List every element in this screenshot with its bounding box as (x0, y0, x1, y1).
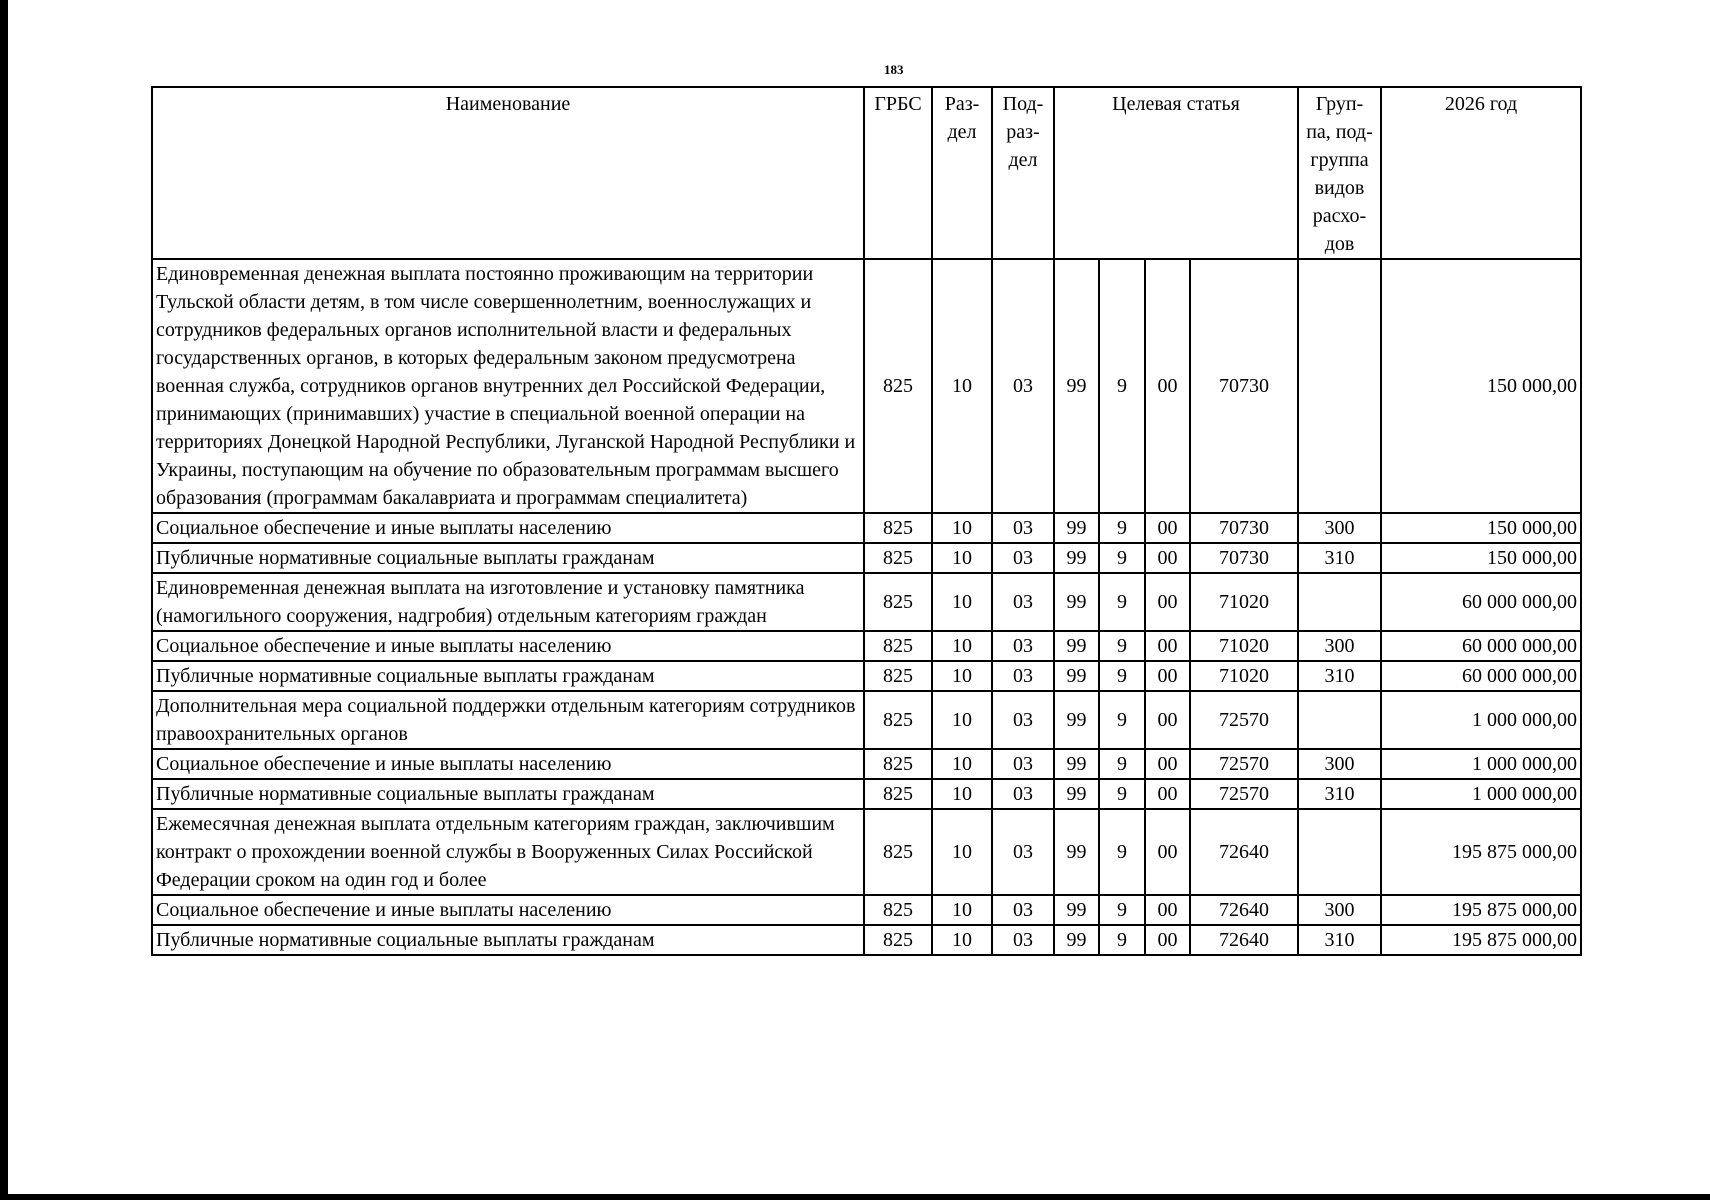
name-cell: Единовременная денежная выплата на изготовление и установку памятника (намогильного сооружения, надгробия) отдельным категориям граждан (152, 573, 864, 631)
amount-cell: 195 875 000,00 (1381, 895, 1581, 925)
target-event-cell: 00 (1145, 895, 1190, 925)
podrazdel-cell: 03 (992, 749, 1054, 779)
page-number: 183 (884, 62, 904, 77)
podrazdel-cell: 03 (992, 573, 1054, 631)
podrazdel-cell: 03 (992, 809, 1054, 895)
expense-group-cell: 310 (1298, 925, 1381, 955)
grbs-cell: 825 (864, 661, 932, 691)
table-row (152, 779, 1581, 809)
expense-group-cell: 310 (1298, 661, 1381, 691)
target-direction-cell: 72570 (1190, 779, 1298, 809)
grbs-cell: 825 (864, 691, 932, 749)
razdel-cell: 10 (932, 631, 992, 661)
target-direction-cell: 72570 (1190, 749, 1298, 779)
expense-group-cell (1298, 691, 1381, 749)
name-cell: Публичные нормативные социальные выплаты гражданам (152, 925, 864, 955)
amount-cell: 60 000 000,00 (1381, 661, 1581, 691)
target-event-cell: 00 (1145, 749, 1190, 779)
grbs-cell: 825 (864, 631, 932, 661)
table-row (152, 895, 1581, 925)
razdel-cell: 10 (932, 925, 992, 955)
target-event-cell: 00 (1145, 573, 1190, 631)
name-cell: Социальное обеспечение и иные выплаты населению (152, 513, 864, 543)
header-year: 2026 год (1381, 87, 1581, 259)
name-cell: Дополнительная мера социальной поддержки отдельным категориям сотрудников правоохранительных органов (152, 691, 864, 749)
table-row (152, 543, 1581, 573)
target-direction-cell: 70730 (1190, 543, 1298, 573)
target-event-cell: 00 (1145, 779, 1190, 809)
header-razdel: Раз- дел (932, 87, 992, 259)
razdel-cell: 10 (932, 573, 992, 631)
target-program-cell: 99 (1054, 573, 1099, 631)
header-name: Наименование (152, 87, 864, 259)
razdel-cell: 10 (932, 259, 992, 513)
table-header-row (152, 87, 1581, 259)
target-program-cell: 99 (1054, 543, 1099, 573)
target-program-cell: 99 (1054, 749, 1099, 779)
podrazdel-cell: 03 (992, 661, 1054, 691)
razdel-cell: 10 (932, 513, 992, 543)
grbs-cell: 825 (864, 809, 932, 895)
amount-cell: 60 000 000,00 (1381, 631, 1581, 661)
target-direction-cell: 72570 (1190, 691, 1298, 749)
amount-cell: 150 000,00 (1381, 259, 1581, 513)
table-body (152, 259, 1581, 955)
target-program-cell: 99 (1054, 691, 1099, 749)
expense-group-cell: 310 (1298, 543, 1381, 573)
grbs-cell: 825 (864, 259, 932, 513)
target-direction-cell: 71020 (1190, 573, 1298, 631)
name-cell: Публичные нормативные социальные выплаты гражданам (152, 661, 864, 691)
target-program-cell: 99 (1054, 925, 1099, 955)
target-subprogram-cell: 9 (1099, 925, 1145, 955)
expense-group-cell: 300 (1298, 513, 1381, 543)
name-cell: Единовременная денежная выплата постоянно проживающим на территории Тульской области детям, в том числе совершеннолетним, военнослужащих и сотрудников федеральных органов исполнительной власти и федеральных государственных органов, в которых федеральным законом предусмотрена военная служба, сотрудников органов внутренних дел Российской Федерации, принимающих (принимавших) участие в специальной военной операции на территориях Донецкой Народной Республики, Луганской Народной Республики и Украины, поступающим на обучение по образовательным программам высшего образования (программам бакалавриата и программам специалитета) (152, 259, 864, 513)
grbs-cell: 825 (864, 749, 932, 779)
target-event-cell: 00 (1145, 631, 1190, 661)
grbs-cell: 825 (864, 779, 932, 809)
podrazdel-cell: 03 (992, 631, 1054, 661)
scan-border-bottom (0, 1194, 1710, 1200)
header-expense-group: Груп- па, под- группа видов расхо- дов (1298, 87, 1381, 259)
target-program-cell: 99 (1054, 661, 1099, 691)
amount-cell: 150 000,00 (1381, 513, 1581, 543)
target-subprogram-cell: 9 (1099, 749, 1145, 779)
amount-cell: 60 000 000,00 (1381, 573, 1581, 631)
target-program-cell: 99 (1054, 779, 1099, 809)
target-subprogram-cell: 9 (1099, 573, 1145, 631)
target-event-cell: 00 (1145, 259, 1190, 513)
target-subprogram-cell: 9 (1099, 809, 1145, 895)
expense-group-cell (1298, 259, 1381, 513)
razdel-cell: 10 (932, 543, 992, 573)
amount-cell: 195 875 000,00 (1381, 809, 1581, 895)
razdel-cell: 10 (932, 661, 992, 691)
grbs-cell: 825 (864, 573, 932, 631)
grbs-cell: 825 (864, 543, 932, 573)
razdel-cell: 10 (932, 779, 992, 809)
target-subprogram-cell: 9 (1099, 895, 1145, 925)
target-direction-cell: 72640 (1190, 809, 1298, 895)
expense-group-cell: 300 (1298, 749, 1381, 779)
podrazdel-cell: 03 (992, 925, 1054, 955)
header-podrazdel: Под- раз- дел (992, 87, 1054, 259)
target-subprogram-cell: 9 (1099, 631, 1145, 661)
podrazdel-cell: 03 (992, 691, 1054, 749)
header-target-article: Целевая статья (1054, 87, 1298, 259)
grbs-cell: 825 (864, 895, 932, 925)
table-row (152, 691, 1581, 749)
podrazdel-cell: 03 (992, 779, 1054, 809)
grbs-cell: 825 (864, 513, 932, 543)
target-subprogram-cell: 9 (1099, 779, 1145, 809)
expense-group-cell: 300 (1298, 895, 1381, 925)
target-event-cell: 00 (1145, 809, 1190, 895)
podrazdel-cell: 03 (992, 543, 1054, 573)
table-row (152, 809, 1581, 895)
table-row (152, 749, 1581, 779)
grbs-cell: 825 (864, 925, 932, 955)
name-cell: Ежемесячная денежная выплата отдельным категориям граждан, заключившим контракт о прохождении военной службы в Вооруженных Силах Российской Федерации сроком на один год и более (152, 809, 864, 895)
expense-group-cell: 310 (1298, 779, 1381, 809)
table-row (152, 259, 1581, 513)
expense-group-cell (1298, 573, 1381, 631)
target-program-cell: 99 (1054, 895, 1099, 925)
target-event-cell: 00 (1145, 513, 1190, 543)
target-program-cell: 99 (1054, 809, 1099, 895)
expense-group-cell: 300 (1298, 631, 1381, 661)
amount-cell: 150 000,00 (1381, 543, 1581, 573)
amount-cell: 195 875 000,00 (1381, 925, 1581, 955)
target-direction-cell: 72640 (1190, 895, 1298, 925)
target-program-cell: 99 (1054, 513, 1099, 543)
razdel-cell: 10 (932, 749, 992, 779)
razdel-cell: 10 (932, 809, 992, 895)
target-event-cell: 00 (1145, 925, 1190, 955)
razdel-cell: 10 (932, 691, 992, 749)
target-direction-cell: 71020 (1190, 661, 1298, 691)
podrazdel-cell: 03 (992, 259, 1054, 513)
amount-cell: 1 000 000,00 (1381, 749, 1581, 779)
target-subprogram-cell: 9 (1099, 661, 1145, 691)
table-row (152, 513, 1581, 543)
table-row (152, 631, 1581, 661)
name-cell: Публичные нормативные социальные выплаты гражданам (152, 543, 864, 573)
amount-cell: 1 000 000,00 (1381, 691, 1581, 749)
amount-cell: 1 000 000,00 (1381, 779, 1581, 809)
target-subprogram-cell: 9 (1099, 543, 1145, 573)
scan-border-left (0, 0, 8, 1200)
target-direction-cell: 70730 (1190, 513, 1298, 543)
razdel-cell: 10 (932, 895, 992, 925)
target-direction-cell: 71020 (1190, 631, 1298, 661)
target-subprogram-cell: 9 (1099, 513, 1145, 543)
name-cell: Социальное обеспечение и иные выплаты населению (152, 631, 864, 661)
podrazdel-cell: 03 (992, 895, 1054, 925)
expense-group-cell (1298, 809, 1381, 895)
target-event-cell: 00 (1145, 661, 1190, 691)
table-row (152, 661, 1581, 691)
budget-table (151, 86, 1582, 956)
target-program-cell: 99 (1054, 631, 1099, 661)
target-subprogram-cell: 9 (1099, 691, 1145, 749)
table-row (152, 573, 1581, 631)
target-subprogram-cell: 9 (1099, 259, 1145, 513)
header-grbs: ГРБС (864, 87, 932, 259)
name-cell: Социальное обеспечение и иные выплаты населению (152, 895, 864, 925)
target-event-cell: 00 (1145, 691, 1190, 749)
target-event-cell: 00 (1145, 543, 1190, 573)
target-direction-cell: 70730 (1190, 259, 1298, 513)
name-cell: Социальное обеспечение и иные выплаты населению (152, 749, 864, 779)
target-direction-cell: 72640 (1190, 925, 1298, 955)
target-program-cell: 99 (1054, 259, 1099, 513)
podrazdel-cell: 03 (992, 513, 1054, 543)
name-cell: Публичные нормативные социальные выплаты гражданам (152, 779, 864, 809)
table-row (152, 925, 1581, 955)
